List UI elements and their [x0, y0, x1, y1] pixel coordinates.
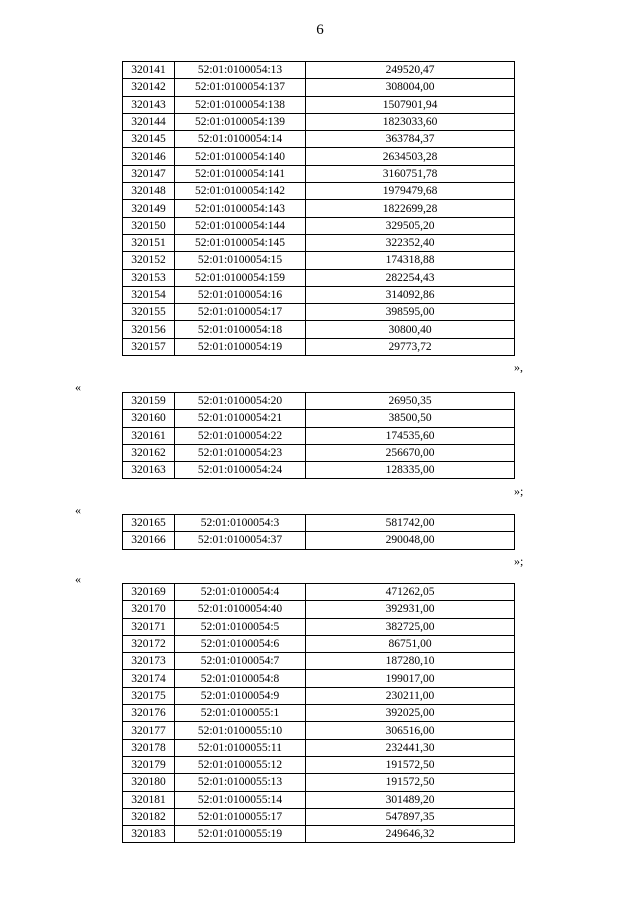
value-cell: 187280,10 [306, 653, 515, 670]
cadastral-number-cell: 52:01:0100054:17 [175, 304, 306, 321]
table-row [123, 756, 515, 773]
table-row [123, 774, 515, 791]
row-number-cell: 320182 [123, 808, 175, 825]
value-cell: 547897,35 [306, 808, 515, 825]
cadastral-number-cell: 52:01:0100054:139 [175, 113, 306, 130]
row-number-cell: 320166 [123, 532, 175, 549]
cadastral-number-cell: 52:01:0100054:3 [175, 515, 306, 532]
row-number-cell: 320159 [123, 393, 175, 410]
cadastral-number-cell: 52:01:0100054:21 [175, 410, 306, 427]
row-number-cell: 320154 [123, 286, 175, 303]
cadastral-number-cell: 52:01:0100054:16 [175, 286, 306, 303]
row-number-cell: 320169 [123, 584, 175, 601]
table-row [123, 338, 515, 355]
row-number-cell: 320173 [123, 653, 175, 670]
value-cell: 174535,60 [306, 427, 515, 444]
table-row [123, 304, 515, 321]
cadastral-number-cell: 52:01:0100055:13 [175, 774, 306, 791]
value-cell: 191572,50 [306, 774, 515, 791]
page-number: 6 [316, 22, 324, 38]
row-number-cell: 320176 [123, 705, 175, 722]
cadastral-number-cell: 52:01:0100054:6 [175, 635, 306, 652]
cadastral-number-cell: 52:01:0100054:15 [175, 252, 306, 269]
table-row [123, 601, 515, 618]
cadastral-number-cell: 52:01:0100055:1 [175, 705, 306, 722]
opening-quote: « [75, 503, 81, 517]
table-row [123, 670, 515, 687]
table-row [123, 79, 515, 96]
row-number-cell: 320150 [123, 217, 175, 234]
closing-quote: »; [514, 484, 524, 498]
cadastral-number-cell: 52:01:0100054:9 [175, 687, 306, 704]
cadastral-number-cell: 52:01:0100054:141 [175, 165, 306, 182]
table-row [123, 653, 515, 670]
cadastral-table-3 [122, 514, 515, 550]
row-number-cell: 320160 [123, 410, 175, 427]
row-number-cell: 320162 [123, 444, 175, 461]
table-row [123, 739, 515, 756]
row-number-cell: 320156 [123, 321, 175, 338]
value-cell: 398595,00 [306, 304, 515, 321]
table-row [123, 444, 515, 461]
table-row [123, 321, 515, 338]
row-number-cell: 320143 [123, 96, 175, 113]
row-number-cell: 320149 [123, 200, 175, 217]
value-cell: 301489,20 [306, 791, 515, 808]
table-row [123, 234, 515, 251]
row-number-cell: 320175 [123, 687, 175, 704]
cadastral-number-cell: 52:01:0100054:13 [175, 62, 306, 79]
row-number-cell: 320151 [123, 234, 175, 251]
table-row [123, 393, 515, 410]
cadastral-number-cell: 52:01:0100054:37 [175, 532, 306, 549]
value-cell: 282254,43 [306, 269, 515, 286]
value-cell: 392025,00 [306, 705, 515, 722]
value-cell: 249646,32 [306, 826, 515, 843]
table-row [123, 200, 515, 217]
value-cell: 382725,00 [306, 618, 515, 635]
row-number-cell: 320165 [123, 515, 175, 532]
cadastral-number-cell: 52:01:0100054:7 [175, 653, 306, 670]
table-row [123, 705, 515, 722]
cadastral-number-cell: 52:01:0100054:142 [175, 183, 306, 200]
table-row [123, 410, 515, 427]
cadastral-number-cell: 52:01:0100054:40 [175, 601, 306, 618]
cadastral-number-cell: 52:01:0100055:14 [175, 791, 306, 808]
value-cell: 1507901,94 [306, 96, 515, 113]
row-number-cell: 320147 [123, 165, 175, 182]
row-number-cell: 320178 [123, 739, 175, 756]
cadastral-number-cell: 52:01:0100055:11 [175, 739, 306, 756]
row-number-cell: 320157 [123, 338, 175, 355]
value-cell: 308004,00 [306, 79, 515, 96]
value-cell: 306516,00 [306, 722, 515, 739]
cadastral-number-cell: 52:01:0100054:20 [175, 393, 306, 410]
row-number-cell: 320180 [123, 774, 175, 791]
table-row [123, 462, 515, 479]
value-cell: 249520,47 [306, 62, 515, 79]
row-number-cell: 320155 [123, 304, 175, 321]
table-row [123, 286, 515, 303]
row-number-cell: 320152 [123, 252, 175, 269]
value-cell: 29773,72 [306, 338, 515, 355]
value-cell: 471262,05 [306, 584, 515, 601]
cadastral-number-cell: 52:01:0100055:12 [175, 756, 306, 773]
cadastral-number-cell: 52:01:0100054:19 [175, 338, 306, 355]
value-cell: 581742,00 [306, 515, 515, 532]
cadastral-number-cell: 52:01:0100054:5 [175, 618, 306, 635]
closing-quote: », [514, 360, 523, 374]
row-number-cell: 320183 [123, 826, 175, 843]
opening-quote: « [75, 572, 81, 586]
opening-quote: « [75, 380, 81, 394]
cadastral-number-cell: 52:01:0100054:140 [175, 148, 306, 165]
cadastral-number-cell: 52:01:0100054:8 [175, 670, 306, 687]
value-cell: 392931,00 [306, 601, 515, 618]
table-row [123, 96, 515, 113]
value-cell: 232441,30 [306, 739, 515, 756]
cadastral-table-1 [122, 61, 515, 356]
row-number-cell: 320171 [123, 618, 175, 635]
row-number-cell: 320181 [123, 791, 175, 808]
value-cell: 26950,35 [306, 393, 515, 410]
value-cell: 363784,37 [306, 131, 515, 148]
table-row [123, 515, 515, 532]
table-row [123, 618, 515, 635]
table-row [123, 165, 515, 182]
value-cell: 199017,00 [306, 670, 515, 687]
row-number-cell: 320142 [123, 79, 175, 96]
row-number-cell: 320148 [123, 183, 175, 200]
table-row [123, 131, 515, 148]
cadastral-number-cell: 52:01:0100054:145 [175, 234, 306, 251]
cadastral-number-cell: 52:01:0100054:143 [175, 200, 306, 217]
value-cell: 256670,00 [306, 444, 515, 461]
value-cell: 174318,88 [306, 252, 515, 269]
value-cell: 3160751,78 [306, 165, 515, 182]
table-row [123, 635, 515, 652]
row-number-cell: 320179 [123, 756, 175, 773]
value-cell: 314092,86 [306, 286, 515, 303]
table-row [123, 584, 515, 601]
cadastral-number-cell: 52:01:0100055:17 [175, 808, 306, 825]
value-cell: 86751,00 [306, 635, 515, 652]
table-row [123, 183, 515, 200]
value-cell: 38500,50 [306, 410, 515, 427]
table-row [123, 269, 515, 286]
cadastral-number-cell: 52:01:0100054:22 [175, 427, 306, 444]
table-row [123, 252, 515, 269]
table-row [123, 113, 515, 130]
cadastral-number-cell: 52:01:0100054:138 [175, 96, 306, 113]
value-cell: 322352,40 [306, 234, 515, 251]
table-row [123, 62, 515, 79]
table-row [123, 427, 515, 444]
value-cell: 329505,20 [306, 217, 515, 234]
row-number-cell: 320172 [123, 635, 175, 652]
value-cell: 30800,40 [306, 321, 515, 338]
value-cell: 2634503,28 [306, 148, 515, 165]
value-cell: 1822699,28 [306, 200, 515, 217]
cadastral-number-cell: 52:01:0100054:159 [175, 269, 306, 286]
cadastral-number-cell: 52:01:0100054:18 [175, 321, 306, 338]
value-cell: 128335,00 [306, 462, 515, 479]
value-cell: 1823033,60 [306, 113, 515, 130]
closing-quote: »; [514, 554, 524, 568]
cadastral-table-4 [122, 583, 515, 843]
value-cell: 230211,00 [306, 687, 515, 704]
cadastral-number-cell: 52:01:0100054:14 [175, 131, 306, 148]
table-row [123, 217, 515, 234]
cadastral-number-cell: 52:01:0100055:10 [175, 722, 306, 739]
row-number-cell: 320153 [123, 269, 175, 286]
cadastral-number-cell: 52:01:0100054:137 [175, 79, 306, 96]
table-row [123, 687, 515, 704]
value-cell: 290048,00 [306, 532, 515, 549]
table-row [123, 808, 515, 825]
row-number-cell: 320161 [123, 427, 175, 444]
row-number-cell: 320141 [123, 62, 175, 79]
row-number-cell: 320144 [123, 113, 175, 130]
table-row [123, 532, 515, 549]
row-number-cell: 320145 [123, 131, 175, 148]
table-row [123, 791, 515, 808]
value-cell: 1979479,68 [306, 183, 515, 200]
row-number-cell: 320174 [123, 670, 175, 687]
cadastral-table-2 [122, 392, 515, 479]
table-row [123, 826, 515, 843]
row-number-cell: 320170 [123, 601, 175, 618]
table-row [123, 722, 515, 739]
cadastral-number-cell: 52:01:0100054:24 [175, 462, 306, 479]
row-number-cell: 320163 [123, 462, 175, 479]
row-number-cell: 320146 [123, 148, 175, 165]
value-cell: 191572,50 [306, 756, 515, 773]
row-number-cell: 320177 [123, 722, 175, 739]
cadastral-number-cell: 52:01:0100055:19 [175, 826, 306, 843]
cadastral-number-cell: 52:01:0100054:23 [175, 444, 306, 461]
cadastral-number-cell: 52:01:0100054:144 [175, 217, 306, 234]
cadastral-number-cell: 52:01:0100054:4 [175, 584, 306, 601]
table-row [123, 148, 515, 165]
